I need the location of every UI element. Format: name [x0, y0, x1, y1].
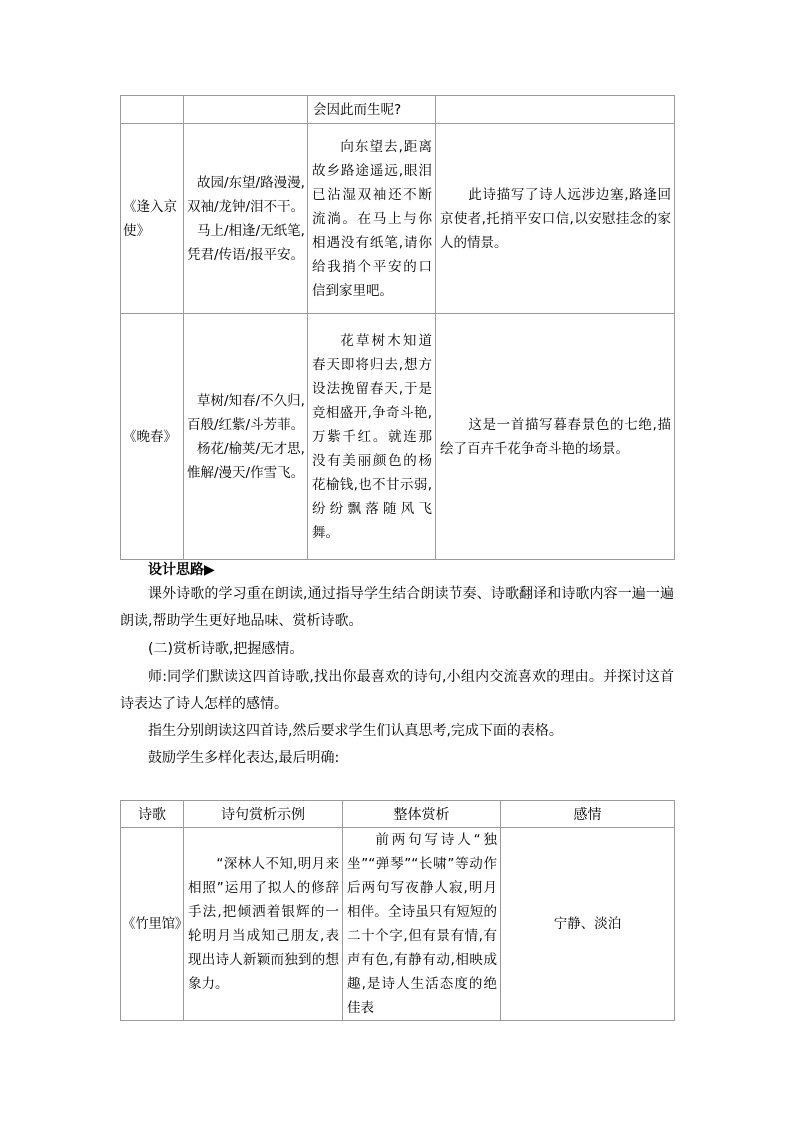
table-row: [121, 828, 675, 1021]
column-header: 整体赏析: [343, 801, 501, 828]
poem-line: 凭君/传语/报平安。: [187, 246, 305, 263]
poem-line: 草树/知春/不久归,: [197, 392, 305, 409]
column-header: 诗歌: [121, 801, 184, 828]
poem-title: 《竹里馆》: [121, 828, 184, 1021]
translation-cell: 向东望去,距离故乡路途遥远,眼泪已沾湿双袖还不断流淌。在马上与你相遇没有纸笔,请你给我捎个平安的口信到家里吧。: [308, 124, 436, 314]
summary-cell: 这是一首描写暮春景色的七绝,描绘了百卉千花争奇斗艳的场景。: [436, 314, 675, 560]
paragraph: 指生分别朗读这四首诗,然后要求学生们认真思考,完成下面的表格。: [148, 723, 563, 739]
paragraph: 师:同学们默读这四首诗歌,找出你最喜欢的诗句,小组内交流喜欢的理由。并探讨这首诗表达了诗人怎样的感情。: [120, 669, 674, 712]
poem-appreciation-table: [120, 800, 675, 1021]
emotion-cell: 宁静、淡泊: [501, 828, 675, 1021]
poem-line: 百般/红紫/斗芳菲。: [187, 416, 305, 433]
poem-line: 杨花/榆荚/无才思,: [197, 440, 305, 457]
design-heading: 设计思路▶: [148, 562, 215, 578]
overall-cell: 前两句写诗人“独坐”“弹琴”“长啸”等动作后两句写夜静人寂,明月相伴。全诗虽只有短短的二十个字,但有景有情,有声有色,有静有动,相映成趣,是诗人生活态度的绝佳表: [343, 828, 501, 1021]
summary-cell: 此诗描写了诗人远涉边塞,路逢回京使者,托捎平安口信,以安慰挂念的家人的情景。: [436, 124, 675, 314]
paragraph: (二)赏析诗歌,把握感情。: [148, 641, 304, 657]
column-header: 感情: [501, 801, 675, 828]
poem-table-1: [120, 95, 675, 560]
poem-title: 《逢入京使》: [121, 124, 184, 314]
column-header: 诗句赏析示例: [184, 801, 343, 828]
table-row: [121, 124, 675, 314]
poem-title: 《晚春》: [121, 314, 184, 560]
poem-line: 惟解/漫天/作雪飞。: [187, 464, 305, 481]
example-cell: “深林人不知,明月来相照”运用了拟人的修辞手法,把倾洒着银辉的一轮明月当成知己朋友,表现出诗人新颖而独到的想象力。: [184, 828, 343, 1021]
paragraph: 课外诗歌的学习重在朗读,通过指导学生结合朗读节奏、诗歌翻译和诗歌内容一遍一遍朗读,帮助学生更好地品味、赏析诗歌。: [120, 586, 674, 629]
poem-lines-cell: [184, 314, 308, 560]
translation-cell: 花草树木知道春天即将归去,想方设法挽留春天,于是竞相盛开,争奇斗艳,万紫千红。就连那没有美丽颜色的杨花榆钱,也不甘示弱,纷纷飘落随风飞舞。: [308, 314, 436, 560]
poem-line: 故园/东望/路漫漫,: [197, 174, 305, 191]
table-header-row: [121, 801, 675, 828]
poem-line: 双袖/龙钟/泪不干。: [187, 198, 305, 215]
poem-line: 马上/相逢/无纸笔,: [197, 222, 305, 239]
poem-lines-cell: [184, 124, 308, 314]
paragraph: 鼓励学生多样化表达,最后明确:: [148, 750, 340, 766]
table-row: [121, 314, 675, 560]
table-row: [121, 96, 675, 124]
translation-cell: 会因此而生呢?: [308, 96, 436, 124]
